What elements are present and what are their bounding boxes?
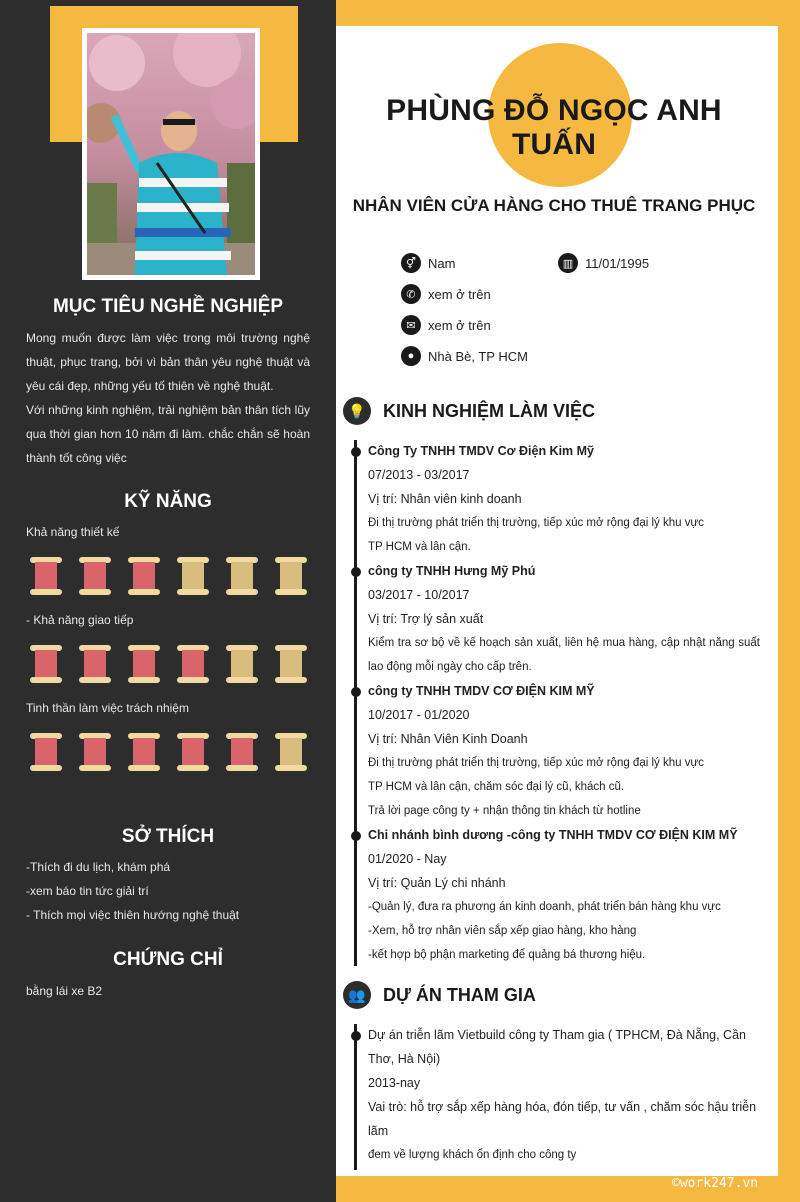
spool-empty-icon [275,557,307,595]
experience-timeline [354,440,357,966]
experience-heading [343,397,595,425]
hobby-item: -Thích đi du lịch, khám phá [26,860,171,874]
address-row [401,346,528,366]
skill-label-responsibility: Tinh thần làm việc trách nhiệm [26,701,189,715]
job-company: công ty TNHH Hưng Mỹ Phú [368,564,536,578]
job-description: TP HCM và lân cận, chăm sóc đại lý cũ, khách cũ. [368,781,625,793]
certificates-title: CHỨNG CHỈ [113,949,223,970]
skill-label-communication: - Khả năng giao tiếp [26,613,134,627]
spool-filled-icon [79,557,111,595]
gender-value: Nam [428,255,456,271]
spool-filled-icon [30,645,62,683]
map-pin-icon: ● [401,346,421,366]
objective-title: MỤC TIÊU NGHỀ NGHIỆP [52,296,284,317]
project-period: 2013-nay [368,1076,421,1090]
job-description: -Quản lý, đưa ra phương án kinh doanh, phát triển bán hàng khu vực [368,901,721,913]
project-role: Vai trò: hỗ trợ sắp xếp hàng hóa, đón tiếp, tư vấn , chăm sóc hậu triễn lãm [368,1100,757,1138]
spool-empty-icon [177,557,209,595]
job-period: 07/2013 - 03/2017 [368,468,470,482]
spool-filled-icon [79,733,111,771]
spool-empty-icon [226,557,258,595]
skill-rating-communication [30,645,324,683]
experience-title: KINH NGHIỆM LÀM VIỆC [383,400,596,421]
projects-heading [343,981,536,1009]
email-value: xem ở trên [428,317,491,333]
email-row [401,315,491,335]
candidate-name: PHÙNG ĐỖ NGỌC ANH TUẤN [386,94,722,161]
project-name: Dự án triễn lãm Vietbuild công ty Tham gia ( TPHCM, Đà Nẵng, Cần Thơ, Hà Nội) [368,1028,746,1066]
job-description: Kiểm tra sơ bộ về kế hoạch sản xuất, liên hệ mua hàng, cập nhật năng suất lao động mỗi ngày cho cấp trên. [368,637,760,673]
hobby-item: -xem báo tin tức giải trí [26,884,149,898]
projects-timeline [354,1024,357,1170]
phone-value: xem ở trên [428,286,491,302]
phone-icon: ✆ [401,284,421,304]
job-company: công ty TNHH TMDV CƠ ĐIỆN KIM MỸ [368,684,595,698]
hobby-item: - Thích mọi việc thiên hướng nghệ thuật [26,908,240,922]
group-icon: 👥 [343,981,371,1009]
job-description: Trả lời page công ty + nhận thông tin khách từ hotline [368,805,641,817]
job-position: Vị trí: Nhân viên kinh doanh [368,492,522,506]
gender-icon: ⚥ [401,253,421,273]
spool-filled-icon [79,645,111,683]
gender-row [401,253,455,273]
spool-empty-icon [226,645,258,683]
skill-rating-responsibility [30,733,324,771]
timeline-dot [351,447,361,457]
spool-filled-icon [128,557,160,595]
skills-title: KỸ NĂNG [124,491,212,512]
lightbulb-icon: 💡 [343,397,371,425]
skill-rating-design [30,557,324,595]
skill-label-design: Khả năng thiết kế [26,525,120,539]
watermark: ©work247.vn [672,1176,759,1191]
phone-row [401,284,491,304]
profile-photo [87,33,255,275]
spool-filled-icon [128,645,160,683]
spool-filled-icon [177,733,209,771]
job-description: TP HCM và lân cận. [368,541,471,553]
job-company: Công Ty TNHH TMDV Cơ Điện Kim Mỹ [368,444,595,458]
spool-filled-icon [30,557,62,595]
projects-title: DỰ ÁN THAM GIA [383,984,536,1005]
job-period: 01/2020 - Nay [368,852,447,866]
envelope-icon: ✉ [401,315,421,335]
birthdate-row [558,253,649,273]
birthday-cake-icon: ▥ [558,253,578,273]
timeline-dot [351,687,361,697]
objective-paragraph-2: Với những kinh nghiệm, trải nghiệm bản thân tích lũy qua thời gian hơn 10 năm đi làm. chắc chắn sẽ hoàn thành tốt công việc [26,403,310,465]
job-position: Vị trí: Nhân Viên Kinh Doanh [368,732,528,746]
candidate-job-title: NHÂN VIÊN CỬA HÀNG CHO THUÊ TRANG PHỤC [352,196,756,215]
certificate-item: bằng lái xe B2 [26,984,103,998]
job-description: -kết hợp bộ phận marketing để quảng bá thương hiệu. [368,949,646,961]
objective-paragraph-1: Mong muốn được làm việc trong môi trường nghệ thuật, phục trang, bởi vì bản thân yêu nghệ thuật và yêu cái đẹp, những yếu tố thiên về nghệ thuật. [26,331,310,393]
job-description: Đi thị trường phát triển thị trường, tiếp xúc mở rộng đại lý khu vực [368,757,704,769]
job-company: Chi nhánh bình dương -công ty TNHH TMDV CƠ ĐIỆN KIM MỸ [368,828,738,842]
spool-filled-icon [128,733,160,771]
job-description: -Xem, hỗ trợ nhân viên sắp xếp giao hàng, kho hàng [368,925,637,937]
job-position: Vị trí: Quản Lý chi nhánh [368,876,506,890]
job-position: Vị trí: Trợ lý sản xuất [368,612,484,626]
spool-filled-icon [30,733,62,771]
hobbies-title: SỞ THÍCH [121,826,215,847]
timeline-dot [351,1031,361,1041]
spool-empty-icon [275,645,307,683]
timeline-dot [351,567,361,577]
address-value: Nhà Bè, TP HCM [428,348,528,364]
job-description: Đi thị trường phát triển thị trường, tiếp xúc mở rộng đại lý khu vực [368,517,704,529]
project-result: đem về lượng khách ổn định cho công ty [368,1149,577,1161]
profile-photo-frame [82,28,260,280]
job-period: 03/2017 - 10/2017 [368,588,470,602]
job-period: 10/2017 - 01/2020 [368,708,470,722]
spool-filled-icon [226,733,258,771]
spool-empty-icon [275,733,307,771]
timeline-dot [351,831,361,841]
birthdate-value: 11/01/1995 [585,255,650,271]
spool-filled-icon [177,645,209,683]
